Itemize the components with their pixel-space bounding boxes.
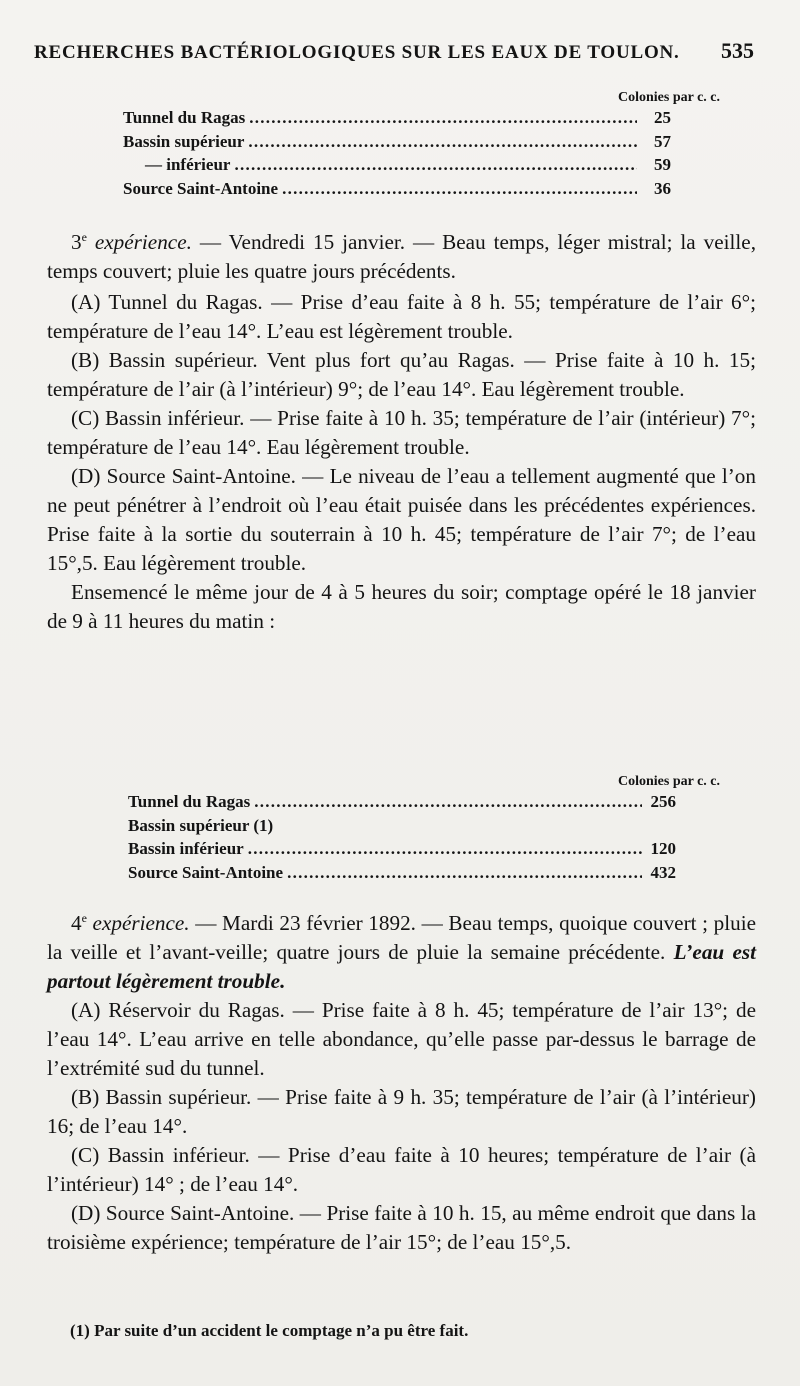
running-title: RECHERCHES BACTÉRIOLOGIQUES SUR LES EAUX DE TOULON. — [34, 42, 680, 63]
experiment-3-a: (A) Tunnel du Ragas. — Prise d’eau faite à 8 h. 55; température de l’air 6°; température de l’eau 14°. L’eau est légèrement trouble. — [47, 290, 756, 344]
table1 — [123, 108, 671, 202]
experiment-3-d: (D) Source Saint-Antoine. — Le niveau de l’eau a tellement augmenté que l’on ne peut pénétrer à l’endroit où l’eau était puisée dans les précédentes expériences. Prise faite à la sortie du souterrain à 10 h. 45; température de l’air 7°; de l’eau 15°,5. Eau légèrement trouble. — [47, 464, 756, 576]
footnote: (1) Par suite d’un accident le comptage n’a pu être fait. — [70, 1321, 469, 1340]
running-head — [34, 38, 754, 64]
table1-column-header: Colonies par c. c. — [617, 90, 720, 105]
table-row: Bassin supérieur (1) — [128, 815, 274, 835]
experiment-3-b: (B) Bassin supérieur. Vent plus fort qu’au Ragas. — Prise faite à 10 h. 15; température de l’air (à l’intérieur) 9°; de l’eau 14°. Eau légèrement trouble. — [47, 348, 756, 402]
table-row: — inférieur . . . 59 — [123, 155, 671, 179]
experiment-3-intro: 3e expérience. — Vendredi 15 janvier. — Beau temps, léger mistral; la veille, temps couvert; pluie les quatre jours précédents. — [47, 230, 756, 284]
experiment-4-intro: 4e expérience. — Mardi 23 février 1892. — Beau temps, quoique couvert ; pluie la veille et l’avant-veille; quatre jours de pluie la semaine précédente. L’eau est partout légèrement trouble. — [47, 911, 757, 994]
experiment-4 — [47, 904, 756, 1257]
table-row: Source Saint-Antoine . . . 432 — [128, 863, 676, 887]
table2 — [128, 792, 676, 886]
experiment-4-c: (C) Bassin inférieur. — Prise d’eau faite à 10 heures; température de l’air (à l’intérieur) 14° ; de l’eau 14°. — [47, 1143, 756, 1197]
table-row: Bassin inférieur . . . 120 — [128, 839, 676, 863]
table2-column-header: Colonies par c. c. — [617, 774, 720, 789]
experiment-4-d: (D) Source Saint-Antoine. — Prise faite à 10 h. 15, au même endroit que dans la troisième expérience; température de l’air 15°; de l’eau 15°,5. — [47, 1201, 756, 1255]
experiment-3-c: (C) Bassin inférieur. — Prise faite à 10 h. 35; température de l’air (intérieur) 7°; température de l’eau 14°. Eau légèrement trouble. — [47, 406, 756, 460]
table-row: Tunnel du Ragas . . . 256 — [128, 792, 676, 816]
table-row: Bassin supérieur . . . 57 — [123, 132, 671, 156]
table-row: Tunnel du Ragas . . . 25 — [123, 108, 671, 132]
table-row: Source Saint-Antoine . . . 36 — [123, 179, 671, 203]
page-number: 535 — [721, 38, 754, 63]
experiment-3-sowing: Ensemencé le même jour de 4 à 5 heures du soir; comptage opéré le 18 janvier de 9 à 11 heures du matin : — [47, 580, 756, 634]
experiment-4-a: (A) Réservoir du Ragas. — Prise faite à 8 h. 45; température de l’air 13°; de l’eau 14°. L’eau arrive en telle abondance, qu’elle passe par-dessus le barrage de l’extrémité sud du tunnel. — [47, 998, 756, 1081]
experiment-4-b: (B) Bassin supérieur. — Prise faite à 9 h. 35; température de l’air (à l’intérieur) 16; de l’eau 14°. — [47, 1085, 756, 1139]
experiment-3 — [47, 223, 756, 636]
